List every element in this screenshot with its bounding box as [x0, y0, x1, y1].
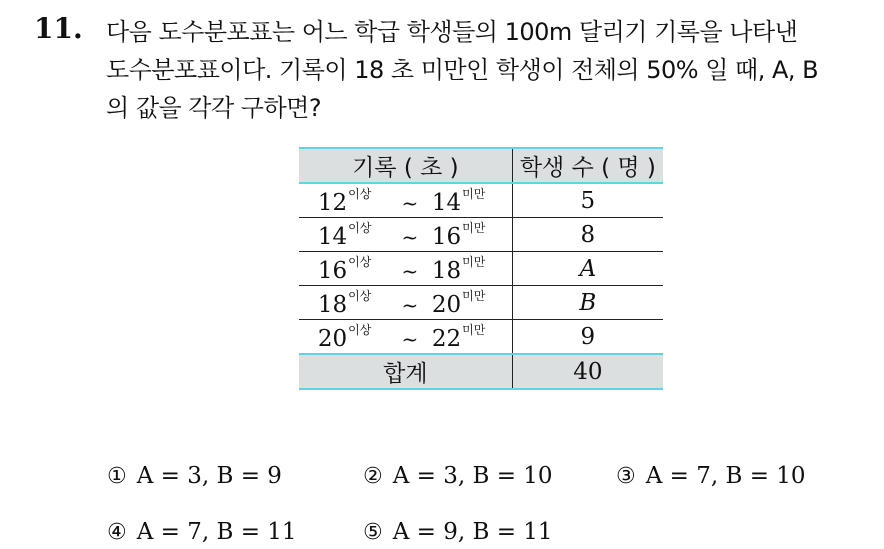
choice-1-text: A = 3, B = 9	[136, 463, 282, 489]
frequency-table	[299, 147, 663, 390]
choice-3-mark: ③	[616, 464, 636, 489]
choice-2[interactable]	[363, 463, 553, 489]
table-row	[299, 252, 663, 286]
choice-5[interactable]	[363, 519, 553, 545]
choice-3-text: A = 7, B = 10	[645, 463, 806, 489]
range-high: 16	[431, 224, 462, 250]
header-record: 기록 ( 초 )	[299, 148, 512, 183]
range-low-suffix: 이상	[348, 289, 372, 303]
range-low-suffix: 이상	[348, 221, 372, 235]
choice-1[interactable]	[107, 463, 282, 489]
range-high-suffix: 미만	[462, 289, 486, 303]
range-low: 14	[317, 224, 348, 250]
range-low-suffix: 이상	[348, 187, 372, 201]
table-row	[299, 218, 663, 252]
count-value: 8	[580, 221, 596, 248]
table-header-row	[299, 148, 663, 183]
range-tilde: ~	[401, 191, 419, 215]
range-low: 18	[317, 292, 348, 318]
range-high-suffix: 미만	[462, 323, 486, 337]
range-tilde: ~	[401, 259, 419, 283]
choice-5-text: A = 9, B = 11	[392, 519, 553, 545]
total-label: 합계	[299, 354, 512, 389]
range-low: 16	[317, 258, 348, 284]
range-cell	[299, 286, 512, 320]
range-low-suffix: 이상	[348, 323, 372, 337]
range-high-suffix: 미만	[462, 187, 486, 201]
range-tilde: ~	[401, 327, 419, 351]
choice-4-mark: ④	[107, 520, 127, 545]
range-high: 22	[431, 326, 462, 352]
stem-line-2: 도수분포표이다. 기록이 18 초 미만인 학생이 전체의 50% 일 때, A, B	[106, 56, 819, 84]
range-high-suffix: 미만	[462, 255, 486, 269]
choice-2-text: A = 3, B = 10	[392, 463, 553, 489]
count-cell	[512, 320, 663, 355]
stem-line-1: 다음 도수분포표는 어느 학급 학생들의 100m 달리기 기록을 나타낸	[106, 18, 798, 46]
table-row	[299, 183, 663, 218]
count-cell	[512, 218, 663, 252]
count-cell	[512, 252, 663, 286]
range-cell	[299, 218, 512, 252]
count-cell	[512, 286, 663, 320]
choice-2-mark: ②	[363, 464, 383, 489]
range-tilde: ~	[401, 293, 419, 317]
table-total-row	[299, 354, 663, 389]
range-low-suffix: 이상	[348, 255, 372, 269]
count-variable-b: B	[579, 289, 597, 316]
range-cell	[299, 183, 512, 218]
choice-4-text: A = 7, B = 11	[136, 519, 297, 545]
total-value: 40	[573, 358, 603, 385]
choice-4[interactable]	[107, 519, 297, 545]
header-student-count: 학생 수 ( 명 )	[512, 148, 663, 183]
range-cell	[299, 320, 512, 355]
stem-line-3: 의 값을 각각 구하면?	[106, 94, 322, 122]
range-low: 20	[317, 326, 348, 352]
choice-3[interactable]	[616, 463, 806, 489]
count-cell	[512, 183, 663, 218]
range-low: 12	[317, 190, 348, 216]
question-number: 11.	[34, 12, 83, 45]
table-row	[299, 286, 663, 320]
choice-5-mark: ⑤	[363, 520, 383, 545]
range-high: 20	[431, 292, 462, 318]
question-stem	[106, 13, 876, 127]
total-value-cell	[512, 354, 663, 389]
count-value: 9	[580, 323, 596, 350]
range-high-suffix: 미만	[462, 221, 486, 235]
count-variable-a: A	[579, 255, 597, 282]
range-high: 14	[431, 190, 462, 216]
choice-1-mark: ①	[107, 464, 127, 489]
range-high: 18	[431, 258, 462, 284]
range-tilde: ~	[401, 225, 419, 249]
table-row	[299, 320, 663, 355]
range-cell	[299, 252, 512, 286]
count-value: 5	[580, 187, 596, 214]
